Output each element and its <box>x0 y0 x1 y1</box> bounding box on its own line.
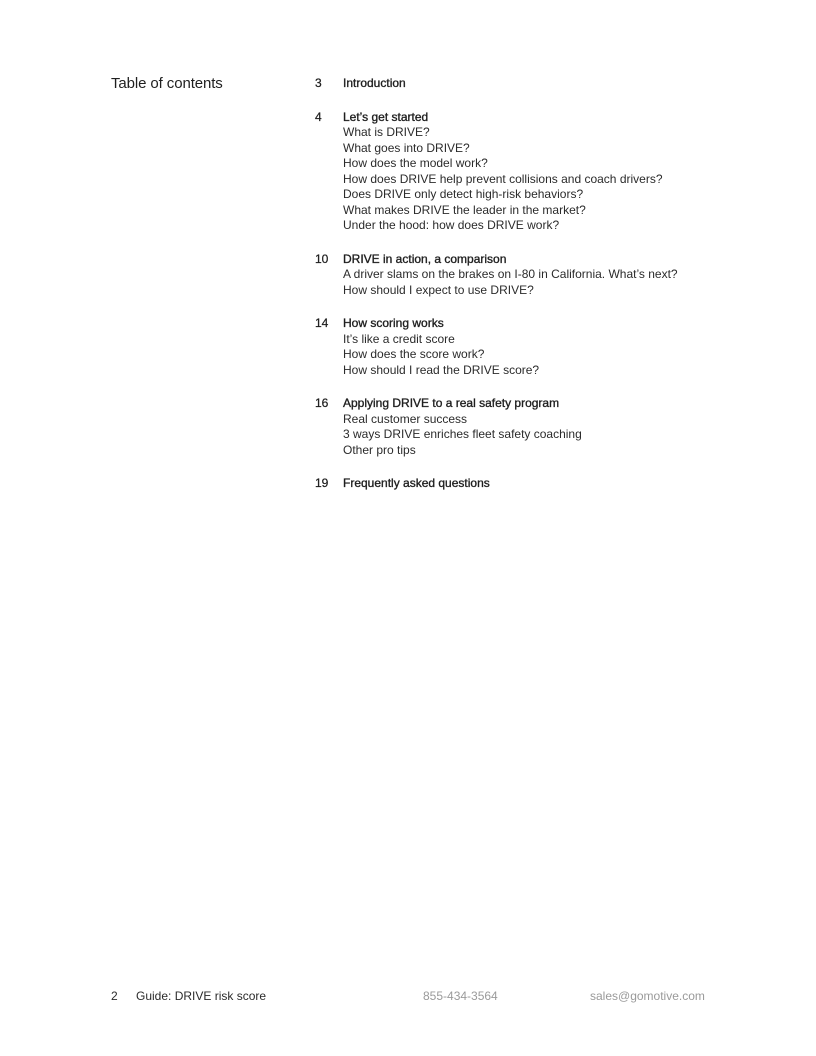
toc-page-number: 19 <box>315 476 329 490</box>
toc-section-body <box>343 76 755 92</box>
toc-section <box>315 76 755 92</box>
toc-section-title[interactable]: DRIVE in action, a comparison <box>343 251 507 266</box>
toc-section-body <box>343 396 755 458</box>
toc-section-body <box>343 316 755 378</box>
toc-subitem[interactable]: How does DRIVE help prevent collisions and coach drivers? <box>343 171 663 186</box>
toc-section-title[interactable]: Applying DRIVE to a real safety program <box>343 396 560 410</box>
toc-section-title[interactable]: Introduction <box>343 76 406 90</box>
footer-phone[interactable]: 855-434-3564 <box>423 989 498 1003</box>
toc-subitem[interactable]: What goes into DRIVE? <box>343 140 470 155</box>
toc-section <box>315 476 755 492</box>
toc-section-body <box>343 476 755 492</box>
footer-page-number: 2 <box>111 989 118 1003</box>
toc-subitem[interactable]: 3 ways DRIVE enriches fleet safety coaching <box>343 427 582 441</box>
toc-page-number: 10 <box>315 251 329 266</box>
toc-section-body <box>343 110 755 234</box>
toc-subitem[interactable]: How does the model work? <box>343 156 488 170</box>
toc-subitem[interactable]: How should I expect to use DRIVE? <box>343 282 534 297</box>
toc-page-number: 4 <box>315 109 322 124</box>
toc-subitem[interactable]: How should I read the DRIVE score? <box>343 362 540 377</box>
toc-section-body <box>343 252 755 299</box>
toc-subitem[interactable]: Does DRIVE only detect high-risk behaviors? <box>343 187 584 201</box>
toc-subitem[interactable]: A driver slams on the brakes on I-80 in California. What’s next? <box>343 267 678 281</box>
page-footer <box>0 989 816 1005</box>
footer-email[interactable]: sales@gomotive.com <box>590 989 705 1003</box>
toc-list <box>315 76 755 510</box>
toc-subitem[interactable]: Real customer success <box>343 411 468 426</box>
toc-section <box>315 252 755 299</box>
toc-subitem[interactable]: Other pro tips <box>343 442 416 457</box>
toc-section <box>315 316 755 378</box>
toc-subitem[interactable]: Under the hood: how does DRIVE work? <box>343 218 560 232</box>
toc-subitem[interactable]: How does the score work? <box>343 347 485 361</box>
toc-page-number: 3 <box>315 76 322 90</box>
toc-section <box>315 110 755 234</box>
toc-heading: Table of contents <box>111 75 223 92</box>
toc-subitem[interactable]: It’s like a credit score <box>343 331 455 346</box>
toc-section-title[interactable]: Frequently asked questions <box>343 476 490 490</box>
toc-subitem[interactable]: What makes DRIVE the leader in the market? <box>343 202 586 217</box>
toc-section-title[interactable]: How scoring works <box>343 316 444 330</box>
footer-guide-title: Guide: DRIVE risk score <box>136 989 267 1003</box>
toc-page-number: 16 <box>315 396 329 410</box>
toc-page-number: 14 <box>315 316 329 330</box>
toc-section-title[interactable]: Let’s get started <box>343 109 429 124</box>
toc-subitem[interactable]: What is DRIVE? <box>343 125 430 139</box>
toc-section <box>315 396 755 458</box>
